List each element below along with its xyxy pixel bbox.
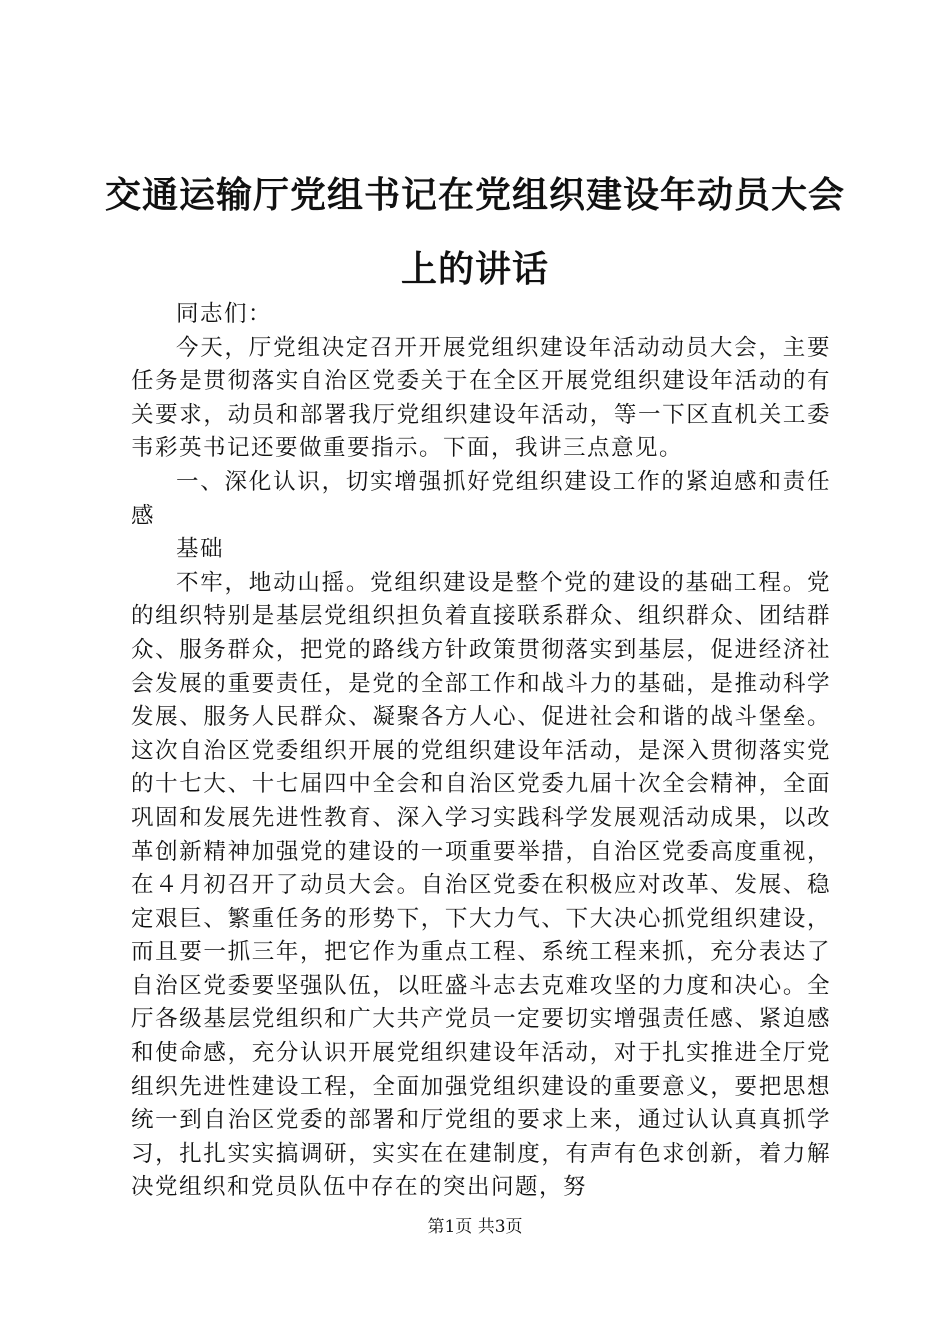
body-paragraph: 基础 — [176, 536, 225, 563]
document-title: 交通运输厅党组书记在党组织建设年动员大会上的讲话 — [104, 174, 845, 290]
intro-paragraph: 今天，厅党组决定召开开展党组织建设年活动动员大会，主要任务是贯彻落实自治区党委关于在全区开展党组织建设年活动的有关要求，动员和部署我厅党组织建设年活动，等一下区直机关工委韦彩英书记还要做重要指示。下面，我讲三点意见。 — [131, 334, 831, 462]
salutation-paragraph: 同志们： — [176, 301, 273, 327]
body-paragraph: 不牢，地动山摇。党组织建设是整个党的建设的基础工程。党的组织特别是基层党组织担负着直接联系群众、组织群众、团结群众、服务群众，把党的路线方针政策贯彻落实到基层，促进经济社会发展的重要责任，是党的全部工作和战斗力的基础，是推动科学发展、服务人民群众、凝聚各方人心、促进社会和谐的战斗堡垒。这次自治区党委组织开展的党组织建设年活动，是深入贯彻落实党的十七大、十七届四中全会和自治区党委九届十次全会精神，全面巩固和发展先进性教育、深入学习实践科学发展观活动成果，以改革创新精神加强党的建设的一项重要举措，自治区党委高度重视，在４月初召开了动员大会。自治区党委在积极应对改革、发展、稳定艰巨、繁重任务的形势下，下大力气、下大决心抓党组织建设，而且要一抓三年，把它作为重点工程、系统工程来抓，充分表达了自治区党委要坚强队伍，以旺盛斗志去克难攻坚的力度和决心。全厅各级基层党组织和广大共产党员一定要切实增强责任感、紧迫感和使命感，充分认识开展党组织建设年活动，对于扎实推进全厅党组织先进性建设工程，全面加强党组织建设的重要意义，要把思想统一到自治区党委的部署和厅党组的要求上来，通过认认真真抓学习，扎扎实实搞调研，实实在在建制度，有声有色求创新，着力解决党组织和党员队伍中存在的突出问题，努 — [131, 569, 831, 1201]
document-body — [131, 298, 831, 1205]
page-footer: 第1页 共3页 — [427, 1217, 523, 1237]
section-heading-1: 一、深化认识，切实增强抓好党组织建设工作的紧迫感和责任感 — [131, 468, 831, 529]
